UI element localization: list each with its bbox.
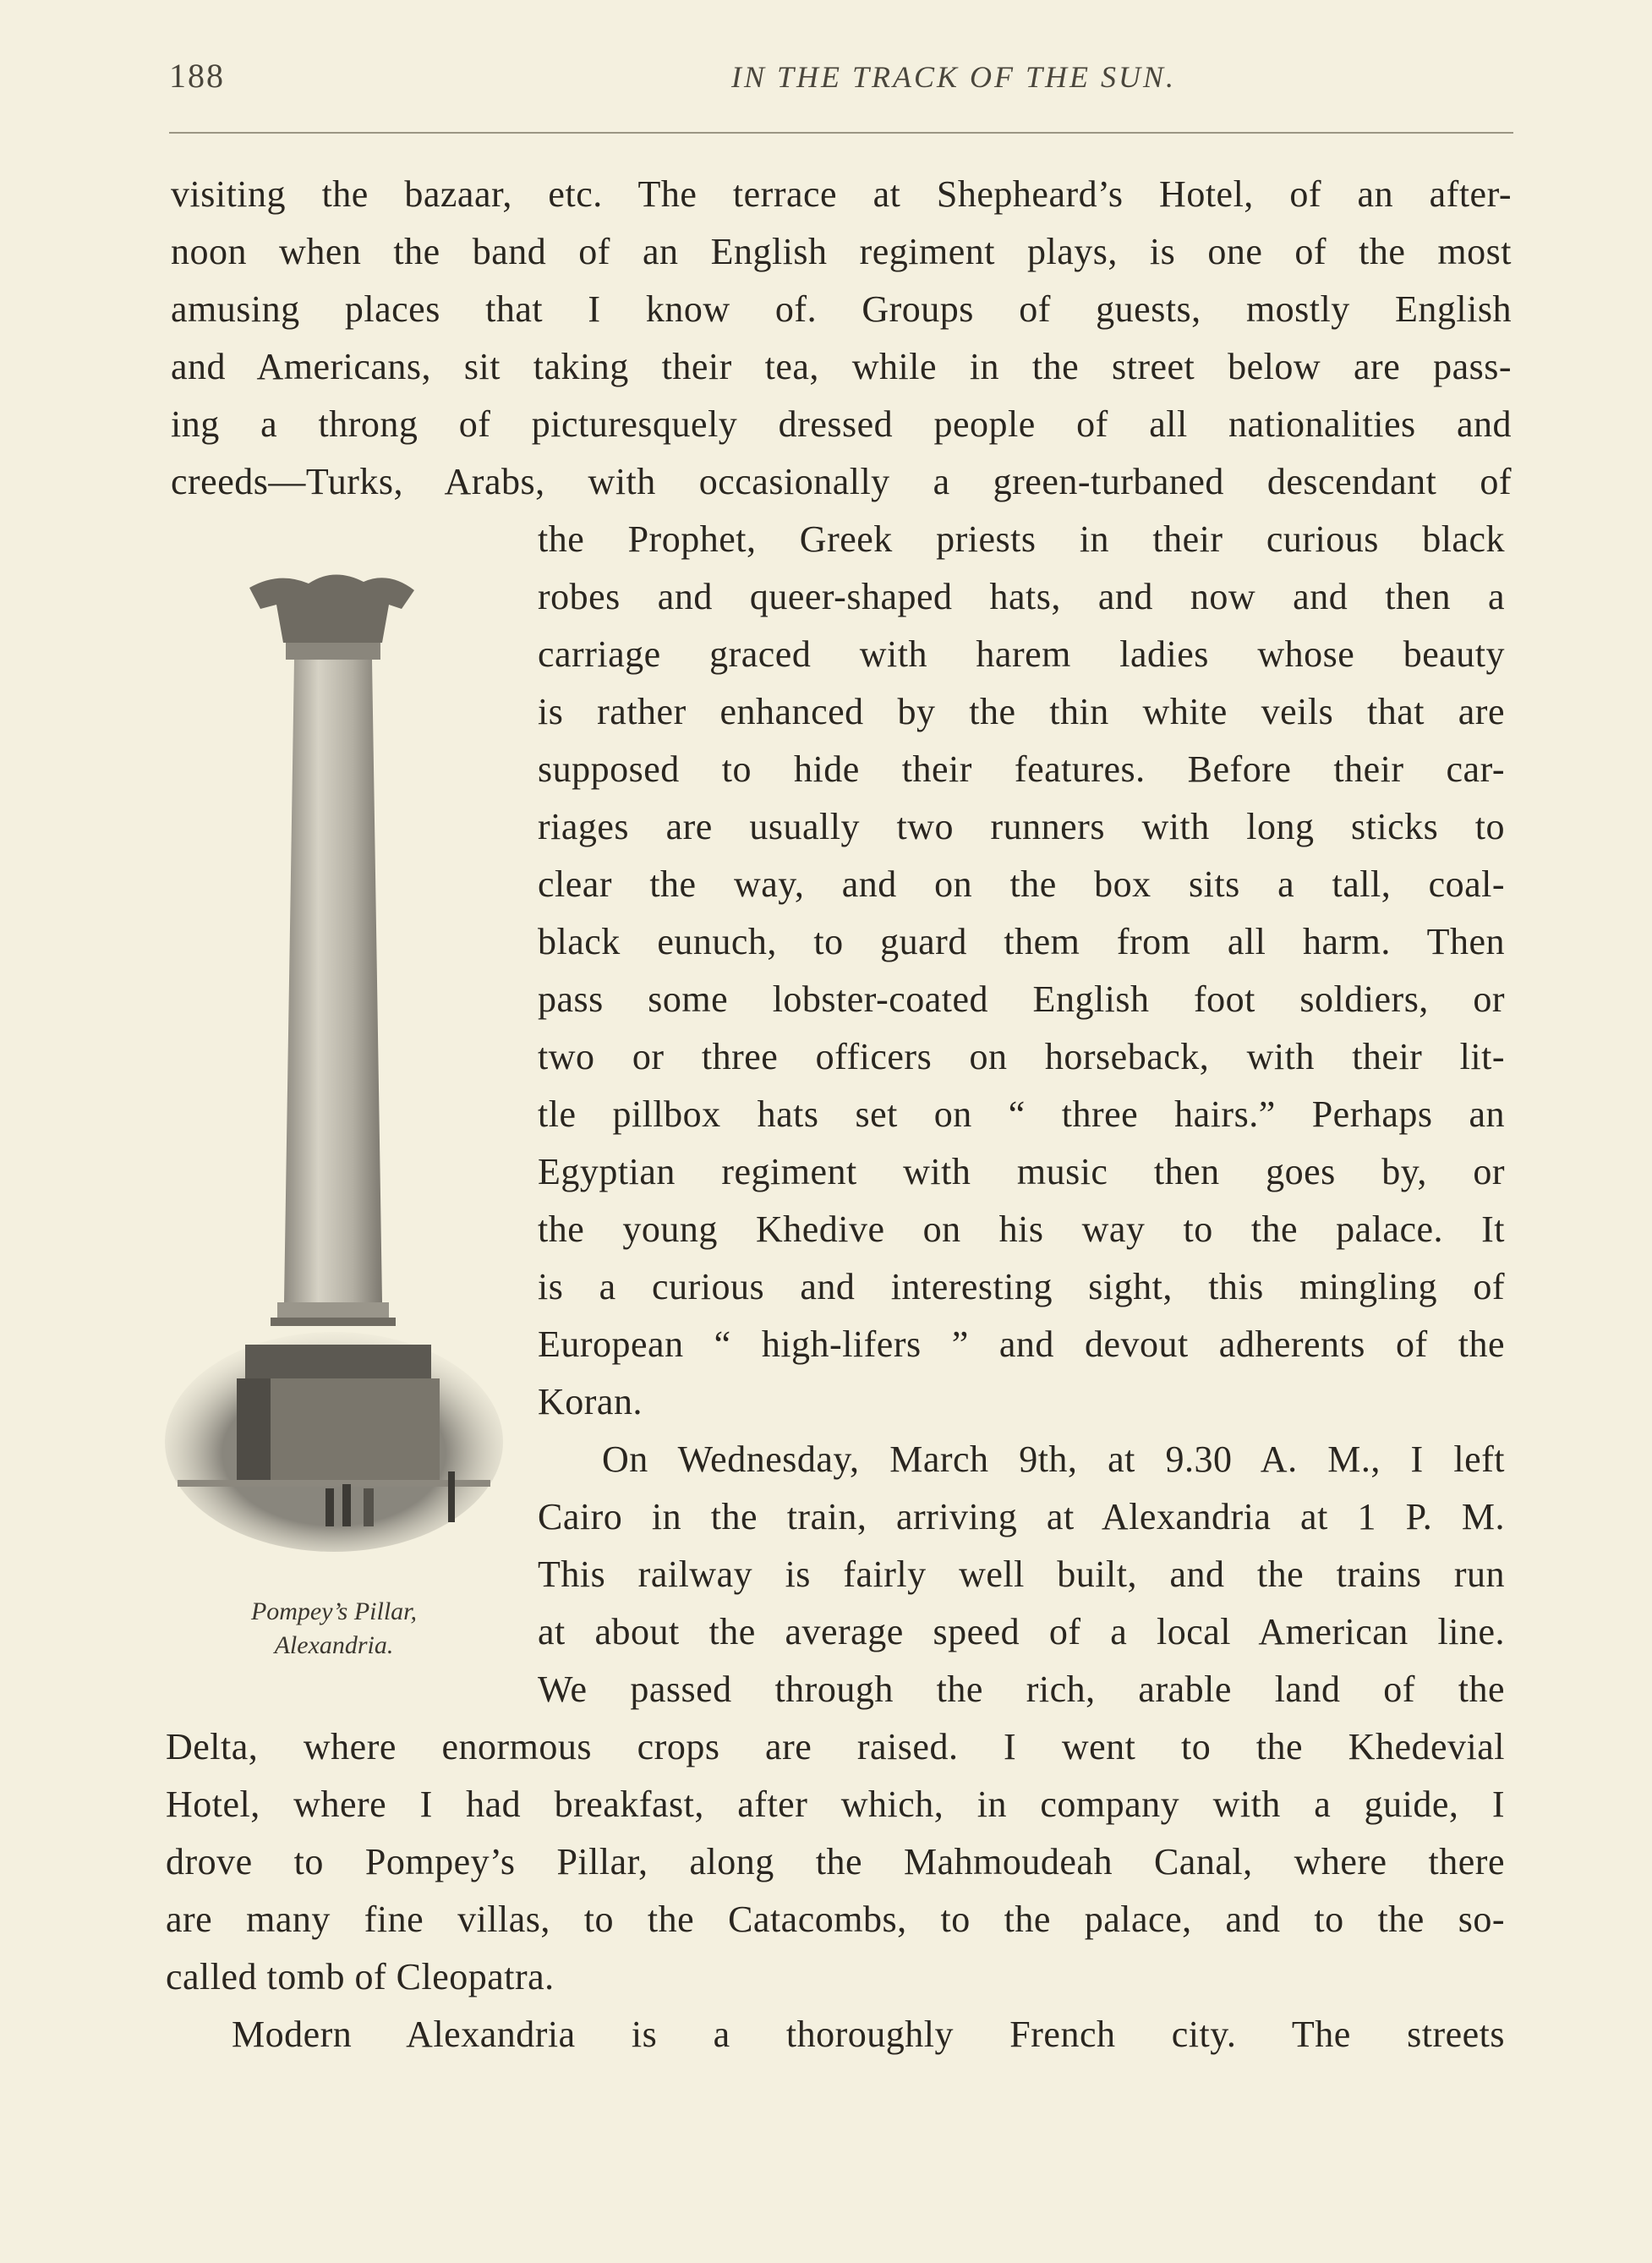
ground-line (178, 1480, 490, 1487)
pillar-capital (249, 574, 414, 643)
text-line: This railway is fairly well built, and the trains run (538, 1553, 1505, 1595)
text-line: riages are usually two runners with long sticks to (538, 806, 1505, 847)
text-line: two or three officers on horseback, with their lit- (538, 1036, 1505, 1077)
text-line: the young Khedive on his way to the palace. It (538, 1208, 1505, 1250)
text-line: Egyptian regiment with music then goes by, or (538, 1151, 1505, 1192)
person-figure (325, 1488, 334, 1526)
text-line: the Prophet, Greek priests in their curious black (538, 518, 1505, 560)
text-line: are many fine villas, to the Catacombs, to the palace, and to the so- (166, 1899, 1505, 1940)
pillar-pedestal-top (245, 1345, 431, 1378)
text-line: called tomb of Cleopatra. (166, 1956, 555, 1997)
running-title: IN THE TRACK OF THE SUN. (731, 60, 1177, 94)
text-line: On Wednesday, March 9th, at 9.30 A. M., I left (602, 1438, 1505, 1480)
running-head (169, 49, 1513, 100)
pillar-abacus (286, 643, 380, 660)
page-number: 188 (169, 57, 225, 95)
text-line: black eunuch, to guard them from all harm. Then (538, 921, 1505, 962)
text-line: We passed through the rich, arable land of the (538, 1668, 1505, 1710)
text-line: Delta, where enormous crops are raised. I went to the Khedevial (166, 1726, 1505, 1767)
text-line: visiting the bazaar, etc. The terrace at Shepheard’s Hotel, of an after- (171, 173, 1512, 215)
person-figure (342, 1484, 351, 1526)
text-line: tle pillbox hats set on “ three hairs.” Perhaps an (538, 1093, 1505, 1135)
text-line: Hotel, where I had breakfast, after which, in company with a guide, I (166, 1784, 1505, 1825)
text-line: supposed to hide their features. Before their car- (538, 748, 1505, 790)
text-line: amusing places that I know of. Groups of guests, mostly English (171, 288, 1512, 330)
text-line: carriage graced with harem ladies whose beauty (538, 633, 1505, 675)
figure-caption (165, 1595, 503, 1663)
text-line: robes and queer-shaped hats, and now and then a (538, 576, 1505, 617)
caption-line: Alexandria. (274, 1631, 394, 1659)
header-rule (169, 132, 1513, 134)
caption-line: Pompey’s Pillar, (250, 1597, 418, 1625)
text-line: drove to Pompey’s Pillar, along the Mahmoudeah Canal, where there (166, 1841, 1505, 1882)
pillar-shaft (284, 660, 382, 1302)
pillar-base-moulding (277, 1302, 389, 1318)
text-line: Cairo in the train, arriving at Alexandria at 1 P. M. (538, 1496, 1505, 1537)
text-line: clear the way, and on the box sits a tall, coal- (538, 863, 1505, 905)
person-figure (448, 1471, 455, 1522)
text-line: noon when the band of an English regiment plays, is one of the most (171, 231, 1512, 272)
text-line: ing a throng of picturesquely dressed people of all nationalities and (171, 403, 1512, 445)
text-line: European “ high-lifers ” and devout adherents of the (538, 1323, 1505, 1365)
person-figure (364, 1488, 374, 1526)
text-line: pass some lobster-coated English foot soldiers, or (538, 978, 1505, 1020)
text-line: is a curious and interesting sight, this mingling of (538, 1266, 1505, 1307)
text-line: creeds—Turks, Arabs, with occasionally a green-turbaned descendant of (171, 461, 1512, 502)
text-line: is rather enhanced by the thin white veils that are (538, 691, 1505, 732)
text-line: Modern Alexandria is a thoroughly French city. The streets (232, 2014, 1505, 2055)
pompeys-pillar-illustration (161, 558, 507, 1581)
pillar-base-moulding (271, 1318, 396, 1326)
text-line: Koran. (538, 1381, 643, 1422)
text-line: at about the average speed of a local American line. (538, 1611, 1505, 1652)
text-line: and Americans, sit taking their tea, while in the street below are pass- (171, 346, 1512, 387)
